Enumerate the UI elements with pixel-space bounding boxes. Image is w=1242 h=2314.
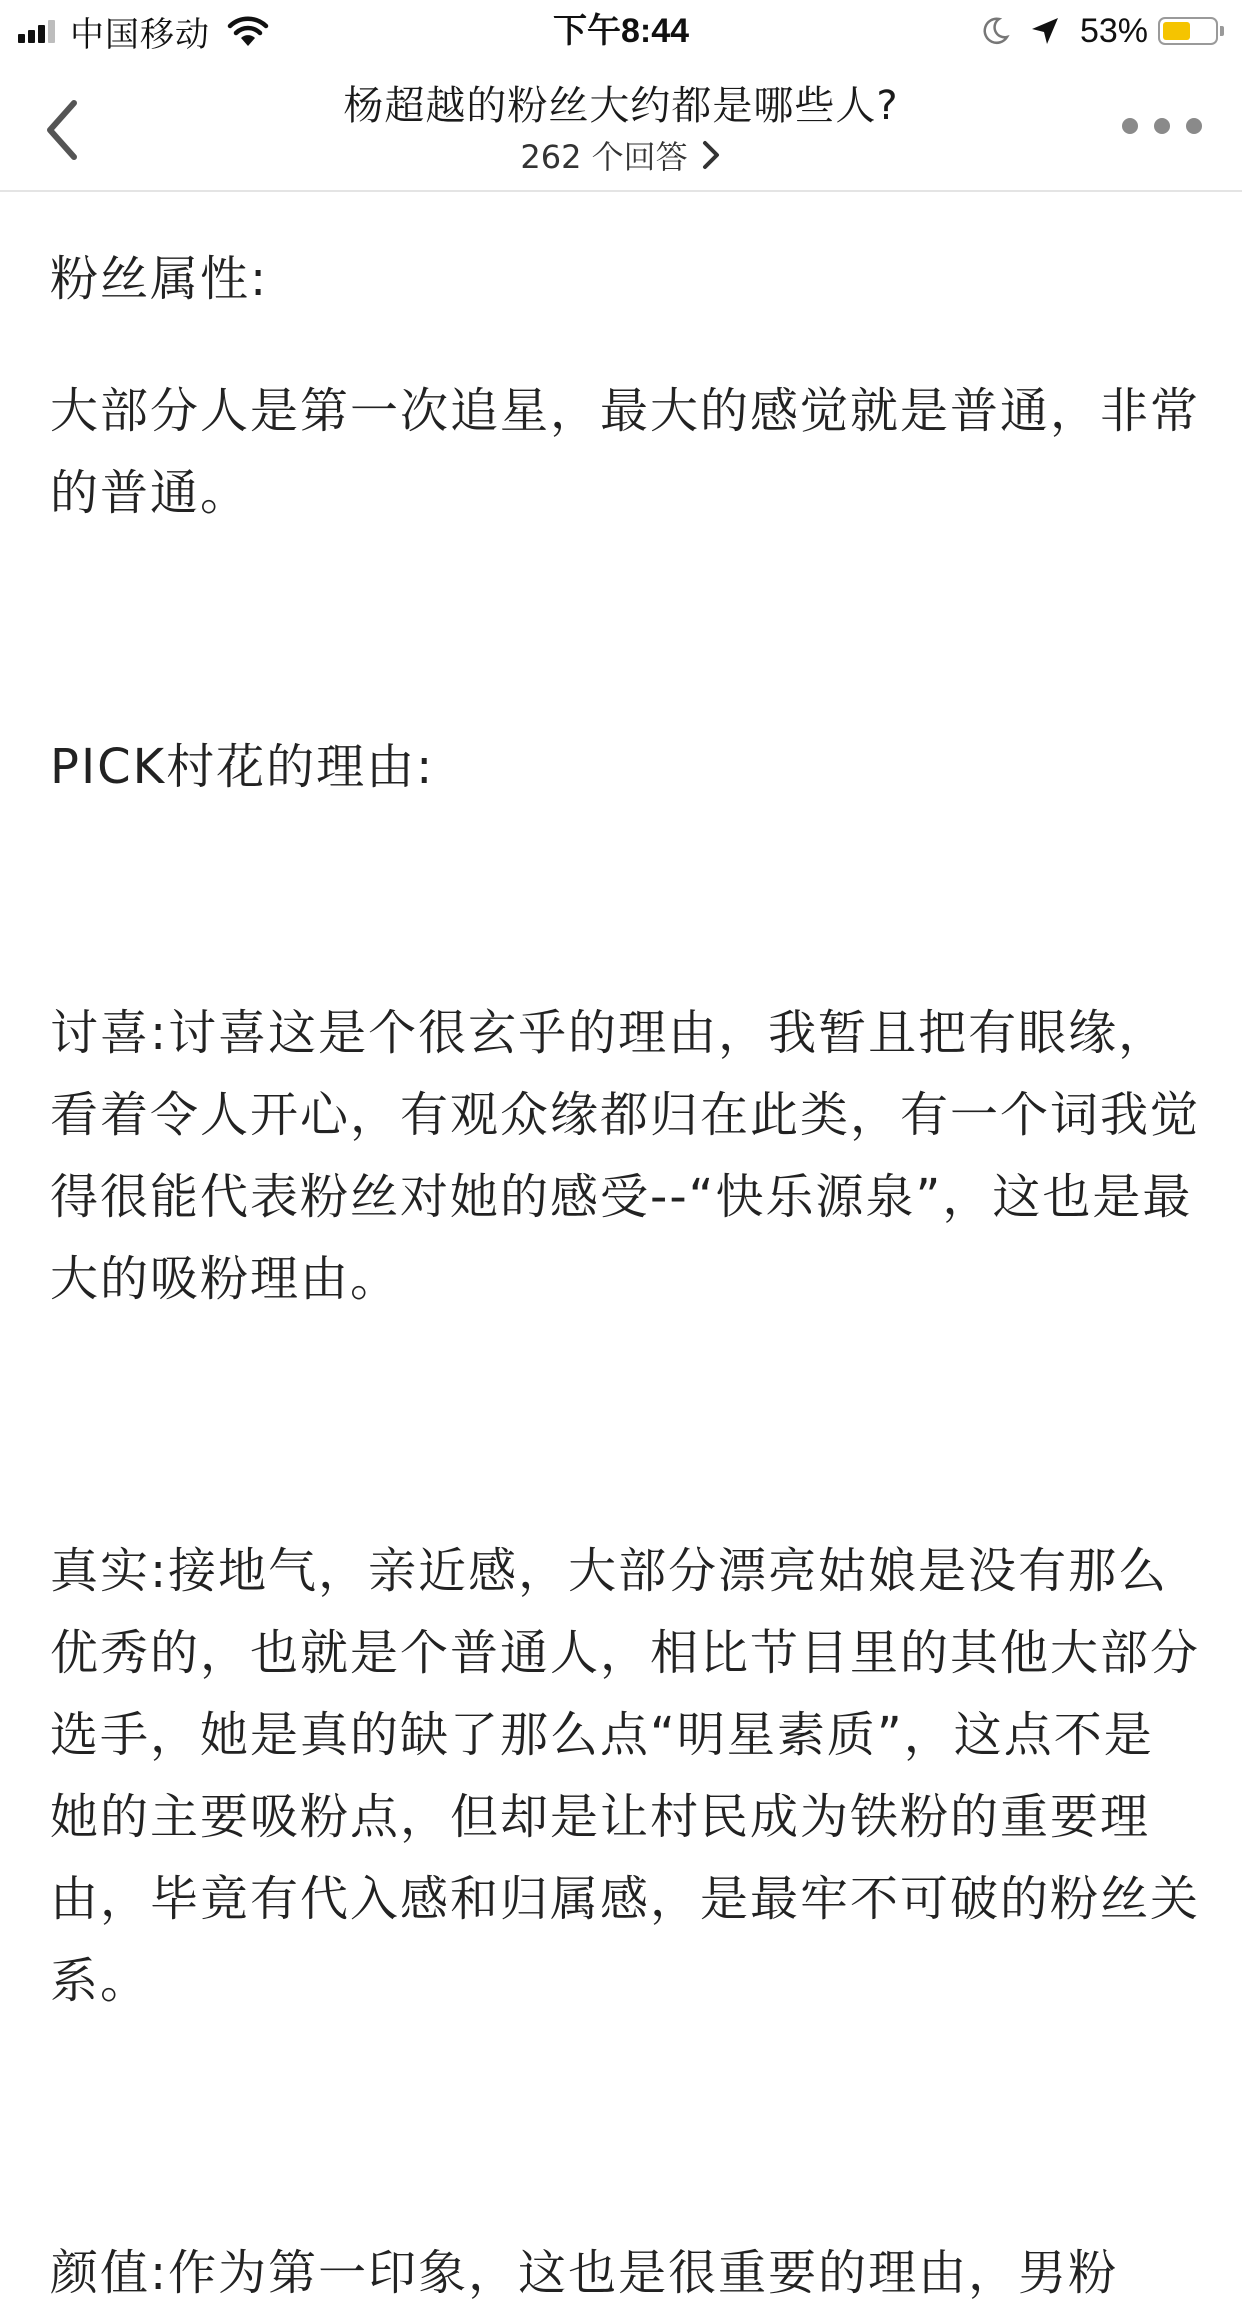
answer-content [50, 192, 1200, 2314]
status-bar-right [980, 6, 1224, 56]
carrier-name: 中国移动 [70, 15, 210, 54]
paragraph: 讨喜:讨喜这是个很玄乎的理由，我暂且把有眼缘，看着令人开心，有观众缘都归在此类，有一个词我觉得很能代表粉丝对她的感受--“快乐源泉”，这也是最大的吸粉理由。 [50, 1005, 1201, 1307]
nav-bar [0, 60, 1242, 192]
battery-icon [1158, 16, 1224, 46]
answer-count: 262 个回答 [520, 138, 688, 176]
paragraph: PICK村花的理由: [50, 739, 435, 795]
answer-count-link[interactable] [0, 132, 1242, 178]
chevron-right-icon [700, 140, 722, 170]
paragraph: 大部分人是第一次追星，最大的感觉就是普通，非常的普通。 [50, 383, 1201, 521]
question-title[interactable]: 杨超越的粉丝大约都是哪些人? [343, 83, 899, 129]
location-icon [1030, 16, 1060, 46]
paragraph: 颜值:作为第一印象，这也是很重要的理由，男粉 [50, 2245, 1119, 2301]
status-bar [0, 0, 1242, 60]
more-button[interactable] [1122, 106, 1202, 146]
paragraph: 真实:接地气，亲近感，大部分漂亮姑娘是没有那么优秀的，也就是个普通人，相比节目里的其他大部分选手，她是真的缺了那么点“明星素质”，这点不是她的主要吸粉点，但却是让村民成为铁粉的重要理由，毕竟有代入感和归属感，是最牢不可破的粉丝关系。 [50, 1543, 1201, 2009]
moon-icon [980, 16, 1010, 46]
paragraph: 粉丝属性: [50, 251, 269, 307]
more-icon [1122, 118, 1138, 134]
more-icon-dot [1186, 118, 1202, 134]
more-icon-dot [1154, 118, 1170, 134]
battery-percent: 53% [1079, 11, 1148, 50]
status-time: 下午8:44 [552, 12, 690, 50]
battery-fill [1163, 22, 1190, 40]
